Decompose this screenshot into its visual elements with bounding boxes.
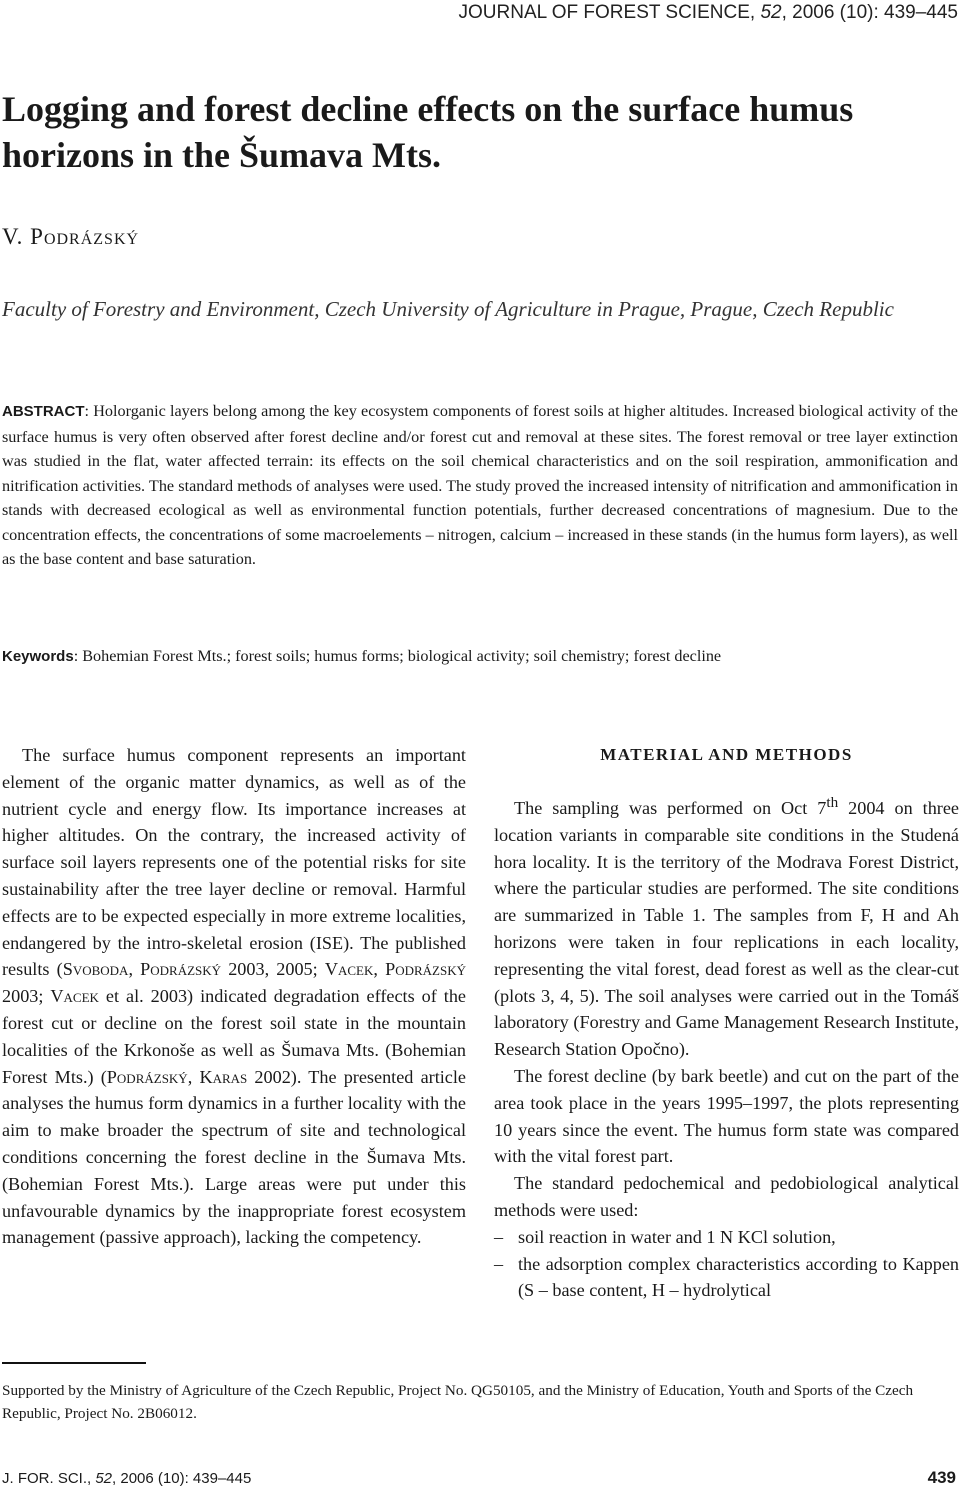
list-item — [494, 1251, 959, 1305]
author — [2, 224, 139, 250]
ordinal-suffix: th — [826, 794, 839, 811]
journal-header — [459, 2, 959, 24]
intro-text: 2003; — [2, 986, 51, 1007]
list-item-text: soil reaction in water and 1 N KCl solution, — [518, 1226, 836, 1247]
intro-text: , — [373, 959, 386, 980]
methods-paragraph: The forest decline (by bark beetle) and cut on the part of the area took place in the years 1995–1997, the plots representing 10 years since the event. The humus form state was compared with the vital forest part. — [494, 1066, 959, 1167]
list-item-text: the adsorption complex characteristics according to Kappen (S – base content, H – hydrolytical — [518, 1253, 959, 1301]
footer-journal: J. FOR. SCI., — [2, 1470, 96, 1487]
list-item — [494, 1224, 959, 1251]
keywords-label: Keywords — [2, 648, 74, 665]
methods-column — [494, 742, 959, 1304]
citation-author: Podrázský — [140, 959, 222, 980]
intro-text: , — [128, 959, 141, 980]
section-heading-methods: MATERIAL AND METHODS — [600, 745, 853, 764]
citation-author: Karas — [199, 1066, 248, 1087]
intro-text: 2003, 2005; — [221, 959, 325, 980]
abstract-text: : Holorganic layers belong among the key ecosystem components of forest soils at higher altitudes. Increased biological activity of the surface humus is very often observed after forest decline and/or forest cut and removal at these sites. The forest removal or tree layer extinction was studied in the flat, water affected terrain: its effects on the soil chemical characteristics and on the soil respiration, ammonification and nitrification activities. The standard methods of analyses were used. The study proved the increased intensity of nitrification and ammonification in stands with decreased ecological as well as environmental function potentials, further decreased concentrations of magnesium. Due to the concentration effects, the concentrations of some macroelements – nitrogen, calcium – increased in these stands (in the humus form layers), as well as the base content and base saturation. — [2, 402, 958, 568]
citation-author: Vacek — [50, 986, 99, 1007]
methods-text: 2004 on three location variants in comparable site conditions in the Studená hora locality. It is the territory of the Modrava Forest District, where the particular studies are performed. The site conditions are summarized in Table 1. The samples from F, H and Ah horizons were taken in four replications in each locality, representing the vital forest, dead forest as well as the clear-cut (plots 3, 4, 5). The soil analyses were carried out in the Tomáš laboratory (Forestry and Game Management Research Institute, Research Station Opočno). — [494, 798, 959, 1060]
methods-paragraph — [494, 790, 959, 1063]
affiliation: Faculty of Forestry and Environment, Czech University of Agriculture in Prague, Prague, Czech Republic — [2, 297, 894, 321]
article-title: Logging and forest decline effects on the surface humus horizons in the Šumava Mts. — [2, 89, 854, 175]
citation-author: Podrázský — [385, 959, 466, 980]
citation-author: Vacek — [324, 959, 374, 980]
intro-text: et al. 2003) indicated degradation effects of the forest cut or decline on the forest soil state in the mountain localities of the Krkonoše as well as Šumava Mts. (Bohemian Forest Mts.) ( — [2, 986, 466, 1087]
methods-text: The sampling was performed on Oct 7 — [514, 798, 827, 819]
introduction-paragraph — [2, 742, 466, 1251]
citation-author: Svoboda — [62, 959, 129, 980]
footnote-divider — [2, 1362, 146, 1364]
author-initial: V. — [2, 224, 31, 249]
keywords — [2, 645, 958, 668]
keywords-text: : Bohemian Forest Mts.; forest soils; humus forms; biological activity; soil chemistry; forest decline — [73, 647, 722, 665]
intro-text: , — [187, 1066, 200, 1087]
journal-name: JOURNAL OF FOREST SCIENCE, — [458, 2, 761, 23]
methods-list — [494, 1224, 959, 1304]
footnote: Supported by the Ministry of Agriculture of the Czech Republic, Project No. QG50105, and the Ministry of Education, Youth and Sports of the Czech Republic, Project No. 2B06012. — [2, 1382, 914, 1422]
page-number: 439 — [927, 1468, 956, 1487]
introduction-column — [2, 742, 466, 1251]
list-dash: – — [494, 1253, 504, 1274]
journal-issue: , 2006 (10): 439–445 — [781, 2, 958, 23]
footer-citation — [2, 1470, 251, 1487]
intro-text: The surface humus component represents an important element of the organic matter dynamics, as well as of the nutrient cycle and energy flow. Its importance increases at higher altitudes. On the contrary, the increased activity of surface soil layers represents one of the potential risks for site sustainability after the tree layer decline or removal. Harmful effects are to be expected especially in more extreme localities, endangered by the intro-skeletal erosion (ISE). The published results ( — [2, 745, 466, 980]
footer-issue: , 2006 (10): 439–445 — [112, 1470, 252, 1487]
footer-volume: 52 — [95, 1470, 113, 1487]
journal-volume: 52 — [760, 2, 782, 23]
intro-text: 2002). The presented article analyses the humus form dynamics in a further locality with the aim to make broader the spectrum of site and technological conditions concerning the forest decline in the Šumava Mts. (Bohemian Forest Mts.). Large areas were put under this unfavourable dynamics by the inappropriate forest ecosystem management (passive approach), lacking the competency. — [2, 1066, 467, 1248]
list-dash: – — [494, 1226, 504, 1247]
abstract-label: ABSTRACT — [2, 403, 85, 420]
citation-author: Podrázský — [106, 1066, 188, 1087]
abstract — [2, 399, 958, 572]
methods-paragraph: The standard pedochemical and pedobiological analytical methods were used: — [494, 1173, 959, 1221]
author-surname: Podrázský — [30, 224, 140, 249]
